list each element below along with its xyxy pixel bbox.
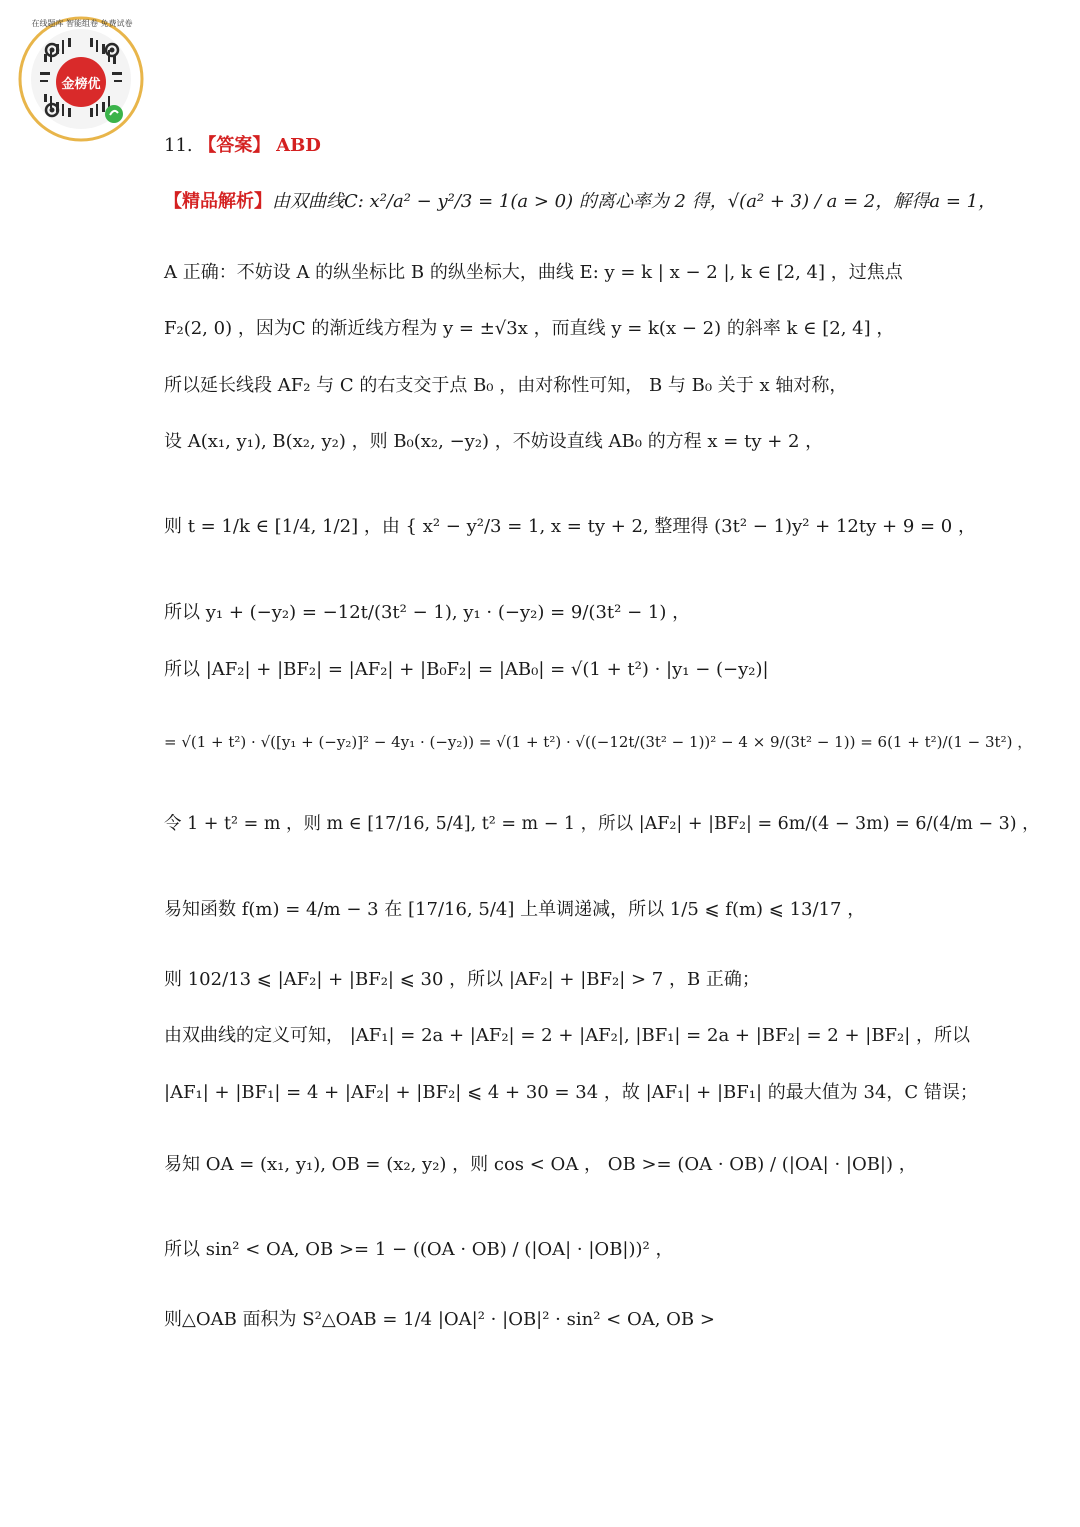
analysis-line-7: 所以 y₁ + (−y₂) = −12t/(3t² − 1), y₁ · (−y₂) = 9/(3t² − 1) ， — [164, 602, 691, 623]
analysis-line-14: |AF₁| + |BF₁| = 4 + |AF₂| + |BF₂| ⩽ 4 + 30 = 34 ，故 |AF₁| + |BF₁| 的最大值为 34，C 错误； — [164, 1082, 978, 1103]
answer-tag: 【答案】 — [198, 135, 271, 156]
analysis-line-16: 所以 sin² < OA, OB >= 1 − ((OA · OB) / (|OA| · |OB|))² ， — [164, 1239, 674, 1260]
analysis-line-5: 设 A(x₁, y₁), B(x₂, y₂) ，则 B₀(x₂, −y₂) ，不妨设直线 AB₀ 的方程 x = ty + 2 ， — [164, 431, 824, 452]
analysis-line-9: = √(1 + t²) · √([y₁ + (−y₂)]² − 4y₁ · (−y₂)) = √(1 + t²) · √((−12t/(3t² − 1))² − 4 × 9/(3t² − 1)) = 6(1 + t²)/(1 − 3t²) ， — [164, 733, 1033, 751]
analysis-text: 由双曲线C: x²/a² − y²/3 = 1(a > 0) 的离心率为 2 得，√(a² + 3) / a = 2，解得a = 1， — [272, 191, 997, 212]
analysis-line-13: 由双曲线的定义可知， |AF₁| = 2a + |AF₂| = 2 + |AF₂|, |BF₁| = 2a + |BF₂| = 2 + |BF₂| ，所以 — [164, 1025, 971, 1046]
analysis-line-3: F₂(2, 0) ，因为C 的渐近线方程为 y = ±√3x ，而直线 y = k(x − 2) 的斜率 k ∈ [2, 4] ， — [164, 318, 895, 339]
analysis-tag: 【精品解析】 — [164, 191, 272, 212]
logo-center-text: 金榜优 — [61, 77, 101, 92]
analysis-line-17: 则△OAB 面积为 S²△OAB = 1/4 |OA|² · |OB|² · sin² < OA, OB > — [164, 1309, 715, 1330]
analysis-line-2: A 正确：不妨设 A 的纵坐标比 B 的纵坐标大，曲线 E: y = k | x − 2 |, k ∈ [2, 4] ，过焦点 — [164, 262, 903, 283]
analysis-line-1 — [164, 190, 996, 214]
logo-ring-text: 在线题库 智能组卷 免费试卷 — [31, 19, 133, 28]
analysis-line-6: 则 t = 1/k ∈ [1/4, 1/2] ，由 { x² − y²/3 = 1, x = ty + 2, 整理得 (3t² − 1)y² + 12ty + 9 = 0 ， — [164, 516, 976, 537]
analysis-line-11: 易知函数 f(m) = 4/m − 3 在 [17/16, 5/4] 上单调递减，所以 1/5 ⩽ f(m) ⩽ 13/17 ， — [164, 899, 866, 920]
answer-line — [164, 134, 321, 158]
logo — [16, 14, 146, 144]
analysis-line-10: 令 1 + t² = m ，则 m ∈ [17/16, 5/4], t² = m − 1 ，所以 |AF₂| + |BF₂| = 6m/(4 − 3m) = 6/(4/m − 3) ， — [164, 814, 1040, 834]
analysis-line-4: 所以延长线段 AF₂ 与 C 的右支交于点 B₀ ，由对称性可知， B 与 B₀ 关于 x 轴对称， — [164, 375, 848, 396]
analysis-line-8: 所以 |AF₂| + |BF₂| = |AF₂| + |B₀F₂| = |AB₀| = √(1 + t²) · |y₁ − (−y₂)| — [164, 659, 769, 680]
analysis-line-15: 易知 OA = (x₁, y₁), OB = (x₂, y₂) ，则 cos < OA ， OB >= (OA · OB) / (|OA| · |OB|) ， — [164, 1154, 917, 1175]
analysis-line-12: 则 102/13 ⩽ |AF₂| + |BF₂| ⩽ 30 ，所以 |AF₂| + |BF₂| > 7 ，B 正确； — [164, 969, 760, 990]
answer-value: ABD — [276, 135, 321, 156]
question-number: 11. — [164, 135, 193, 156]
